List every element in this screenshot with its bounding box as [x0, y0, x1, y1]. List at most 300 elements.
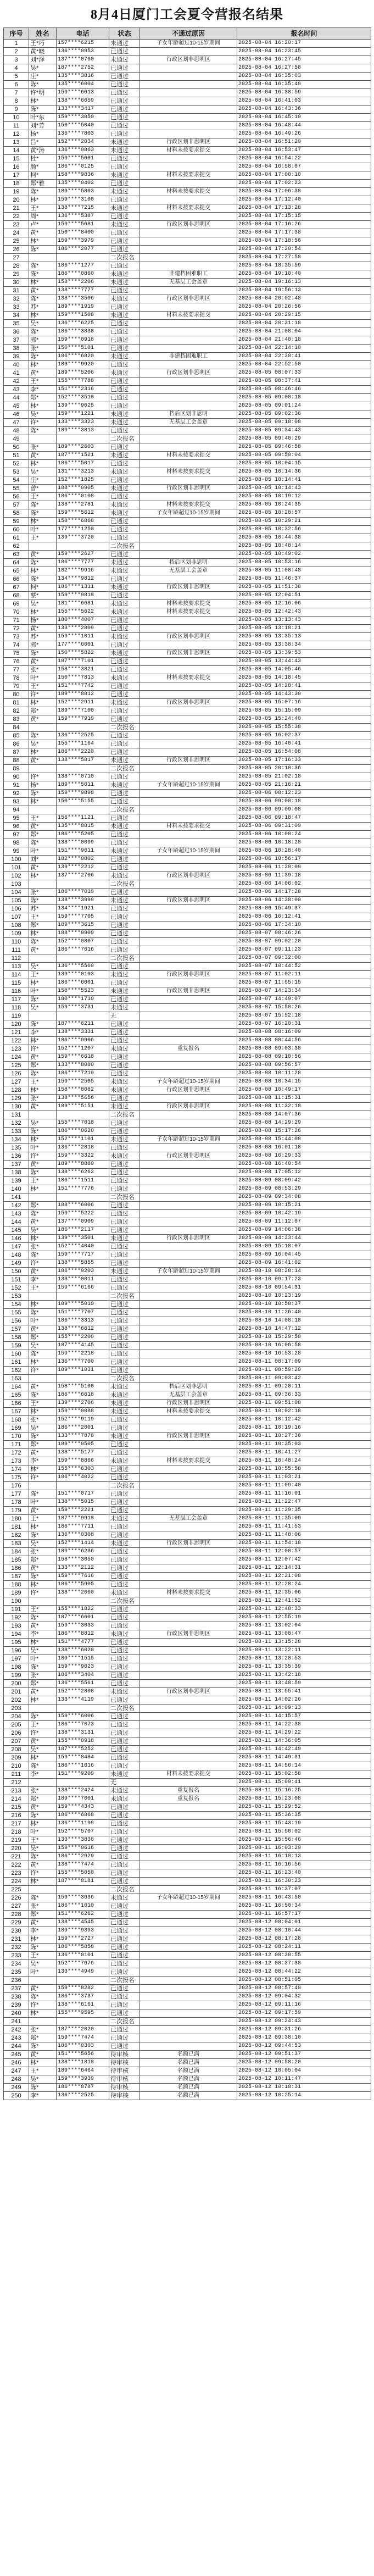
table-row [4, 2034, 371, 2042]
cell-status: 未通过 [109, 204, 140, 213]
cell-reason [140, 518, 237, 526]
cell-time: 2025-08-05 09:01:24 [237, 402, 371, 410]
cell-reason: 行政区划非思明区 [140, 485, 237, 493]
cell-name: 许* [29, 419, 57, 427]
cell-status: 已通过 [109, 2009, 140, 2018]
cell-time: 2025-08-05 08:07:33 [237, 369, 371, 377]
table-row [4, 328, 371, 336]
cell-phone: 182****9916 [57, 567, 109, 575]
table-row [4, 1985, 371, 1993]
cell-index: 44 [4, 394, 29, 402]
table-row [4, 1449, 371, 1457]
cell-status: 已通过 [109, 1993, 140, 2001]
cell-reason [140, 1062, 237, 1070]
cell-index: 36 [4, 328, 29, 336]
table-row [4, 122, 371, 130]
cell-phone: 187****2020 [57, 2026, 109, 2034]
cell-reason: 行政区划非思明区 [140, 1086, 237, 1095]
cell-time: 2025-08-05 16:02:37 [237, 732, 371, 740]
cell-time: 2025-08-09 14:06:38 [237, 1226, 371, 1235]
cell-index: 193 [4, 1622, 29, 1630]
table-row [4, 1770, 371, 1779]
cell-index: 47 [4, 419, 29, 427]
cell-name: 黄* [29, 658, 57, 666]
cell-status: 已通过 [109, 889, 140, 897]
cell-reason [140, 2026, 237, 2034]
cell-time: 2025-08-08 10:34:15 [237, 1078, 371, 1086]
cell-name: 许* [29, 1045, 57, 1053]
cell-reason [140, 1779, 237, 1787]
table-row [4, 1202, 371, 1210]
cell-name: 刘*泽 [29, 56, 57, 64]
cell-phone [57, 1375, 109, 1383]
cell-time: 2025-08-11 10:12:42 [237, 1416, 371, 1424]
cell-index: 198 [4, 1663, 29, 1672]
cell-reason: 材料未按要求提交 [140, 452, 237, 460]
cell-time: 2025-08-11 16:50:34 [237, 1902, 371, 1911]
cell-time: 2025-08-05 10:19:12 [237, 493, 371, 501]
cell-name: 陈* [29, 839, 57, 847]
cell-time: 2025-08-11 09:03:42 [237, 1375, 371, 1383]
cell-time: 2025-08-04 17:00:10 [237, 171, 371, 180]
cell-status: 二次报名 [109, 542, 140, 551]
cell-phone: 186****2001 [57, 1424, 109, 1433]
table-row [4, 872, 371, 880]
cell-index: 210 [4, 1762, 29, 1770]
cell-name: 张* [29, 1672, 57, 1680]
cell-time: 2025-08-12 09:11:16 [237, 2001, 371, 2009]
cell-phone: 187****1521 [57, 452, 109, 460]
cell-index: 222 [4, 1861, 29, 1869]
cell-name: 陈* [29, 1391, 57, 1400]
cell-time: 2025-08-05 14:28:41 [237, 682, 371, 691]
cell-status: 已通过 [109, 1309, 140, 1317]
cell-name [29, 1779, 57, 1787]
cell-index: 109 [4, 930, 29, 938]
cell-status: 已通过 [109, 73, 140, 81]
cell-time: 2025-08-11 10:48:24 [237, 1457, 371, 1465]
cell-time: 2025-08-11 09:20:11 [237, 1383, 371, 1391]
table-row [4, 584, 371, 592]
cell-index: 153 [4, 1292, 29, 1301]
cell-reason [140, 1705, 237, 1713]
cell-time: 2025-08-12 09:04:32 [237, 1993, 371, 2001]
cell-name: 刘* [29, 856, 57, 864]
cell-phone: 159****0918 [57, 336, 109, 345]
cell-time: 2025-08-05 15:15:09 [237, 707, 371, 715]
cell-status: 已通过 [109, 1416, 140, 1424]
cell-time: 2025-08-09 08:09:42 [237, 1177, 371, 1185]
table-row [4, 987, 371, 996]
cell-time: 2025-08-08 16:29:33 [237, 1152, 371, 1161]
cell-phone: 138****0099 [57, 839, 109, 847]
cell-name: 郑* [29, 1062, 57, 1070]
cell-time: 2025-08-11 16:10:13 [237, 1853, 371, 1861]
cell-time: 2025-08-05 10:48:14 [237, 542, 371, 551]
table-row [4, 823, 371, 831]
table-row [4, 106, 371, 114]
cell-time: 2025-08-11 12:28:24 [237, 1581, 371, 1589]
cell-status: 待审核 [109, 2092, 140, 2100]
table-row [4, 221, 371, 229]
cell-reason: 行政区划非思明区 [140, 138, 237, 147]
cell-time: 2025-08-05 14:43:30 [237, 691, 371, 699]
cell-status: 已通过 [109, 864, 140, 872]
cell-phone: 135****3816 [57, 73, 109, 81]
cell-reason [140, 1828, 237, 1836]
cell-index: 28 [4, 262, 29, 270]
cell-time: 2025-08-06 14:06:02 [237, 880, 371, 889]
cell-reason [140, 1836, 237, 1845]
cell-phone: 159****3050 [57, 114, 109, 122]
cell-time: 2025-08-11 14:56:14 [237, 1762, 371, 1770]
cell-reason [140, 839, 237, 847]
table-row [4, 806, 371, 814]
table-row [4, 946, 371, 954]
cell-status: 已通过 [109, 476, 140, 485]
cell-name: 张* [29, 889, 57, 897]
cell-name: 林* [29, 312, 57, 320]
cell-reason: 名额已满 [140, 2075, 237, 2084]
table-row [4, 81, 371, 89]
cell-time: 2025-08-05 16:40:41 [237, 740, 371, 748]
cell-reason [140, 1210, 237, 1218]
cell-time: 2025-08-04 20:02:48 [237, 295, 371, 303]
cell-phone: 158****6868 [57, 518, 109, 526]
cell-time: 2025-08-06 08:12:23 [237, 790, 371, 798]
cell-index: 203 [4, 1705, 29, 1713]
cell-name: 黄*晓 [29, 48, 57, 56]
cell-reason [140, 773, 237, 781]
table-row [4, 641, 371, 649]
cell-reason [140, 732, 237, 740]
cell-index: 102 [4, 872, 29, 880]
cell-index: 65 [4, 567, 29, 575]
table-row [4, 1721, 371, 1729]
cell-index: 176 [4, 1482, 29, 1490]
cell-index: 234 [4, 1960, 29, 1968]
cell-name: 林* [29, 1465, 57, 1474]
cell-reason [140, 625, 237, 633]
cell-reason: 行政区划非思明区 [140, 1630, 237, 1639]
cell-phone: 177****6001 [57, 641, 109, 649]
cell-phone: 152****0807 [57, 938, 109, 946]
cell-index: 175 [4, 1474, 29, 1482]
page-title: 8月4日厦门工会夏令营报名结果 [91, 8, 283, 22]
cell-reason [140, 1952, 237, 1960]
cell-name [29, 765, 57, 773]
cell-index: 147 [4, 1243, 29, 1251]
cell-name: 黄* [29, 1103, 57, 1111]
cell-index: 172 [4, 1449, 29, 1457]
cell-index: 99 [4, 847, 29, 856]
cell-phone: 158****8082 [57, 1086, 109, 1095]
cell-time: 2025-08-08 09:03:38 [237, 1045, 371, 1053]
cell-name: 林* [29, 748, 57, 757]
cell-name: 许* [29, 1474, 57, 1482]
cell-index: 29 [4, 270, 29, 279]
cell-reason [140, 229, 237, 237]
cell-status: 已通过 [109, 1919, 140, 1927]
cell-name: 黄* [29, 2051, 57, 2059]
cell-reason: 行政区划非思明区 [140, 633, 237, 641]
cell-reason [140, 1935, 237, 1944]
cell-phone: 189****8812 [57, 691, 109, 699]
cell-phone: 152****1207 [57, 1045, 109, 1053]
cell-time: 2025-08-11 13:28:53 [237, 1655, 371, 1663]
cell-index: 107 [4, 913, 29, 921]
cell-reason [140, 1177, 237, 1185]
cell-status: 已通过 [109, 2042, 140, 2051]
cell-index: 45 [4, 402, 29, 410]
cell-index: 246 [4, 2059, 29, 2067]
cell-time: 2025-08-08 15:44:08 [237, 1136, 371, 1144]
cell-index: 212 [4, 1779, 29, 1787]
cell-phone: 189****6236 [57, 1548, 109, 1556]
cell-phone: 159****7919 [57, 715, 109, 724]
cell-reason [140, 1482, 237, 1490]
cell-status: 未通过 [109, 1894, 140, 1902]
cell-reason [140, 1053, 237, 1062]
cell-reason [140, 1573, 237, 1581]
cell-phone: 186****8787 [57, 2084, 109, 2092]
cell-name: 张* [29, 1548, 57, 1556]
table-row [4, 1597, 371, 1606]
cell-phone: 186****9203 [57, 1268, 109, 1276]
cell-phone: 152****2808 [57, 1688, 109, 1696]
cell-name: 柯* [29, 171, 57, 180]
cell-status: 未通过 [109, 1004, 140, 1012]
cell-phone: 133****7878 [57, 1433, 109, 1441]
cell-index: 3 [4, 56, 29, 64]
cell-status: 已通过 [109, 97, 140, 106]
table-row [4, 1062, 371, 1070]
cell-name: 郑*雅 [29, 180, 57, 188]
cell-phone: 136****1199 [57, 1820, 109, 1828]
cell-index: 57 [4, 501, 29, 509]
cell-time: 2025-08-12 10:18:31 [237, 2084, 371, 2092]
cell-status: 二次报名 [109, 1977, 140, 1985]
cell-name: 陈* [29, 509, 57, 518]
cell-name: 林* [29, 798, 57, 806]
cell-index: 25 [4, 237, 29, 246]
cell-phone: 138****6262 [57, 1169, 109, 1177]
cell-phone [57, 1193, 109, 1202]
cell-phone: 159****7616 [57, 1573, 109, 1581]
cell-index: 219 [4, 1836, 29, 1845]
cell-index: 67 [4, 584, 29, 592]
cell-reason [140, 831, 237, 839]
cell-reason [140, 526, 237, 534]
cell-name: 林* [29, 567, 57, 575]
cell-time: 2025-08-05 10:49:02 [237, 551, 371, 559]
cell-phone: 183****9920 [57, 361, 109, 369]
cell-status: 未通过 [109, 567, 140, 575]
cell-index: 5 [4, 73, 29, 81]
cell-time: 2025-08-04 16:23:45 [237, 48, 371, 56]
cell-time: 2025-08-04 20:31:18 [237, 320, 371, 328]
table-row [4, 369, 371, 377]
cell-name: 黄* [29, 625, 57, 633]
cell-time: 2025-08-11 08:59:20 [237, 1367, 371, 1375]
cell-time: 2025-08-11 16:57:17 [237, 1911, 371, 1919]
cell-index: 178 [4, 1498, 29, 1507]
cell-name: 黄* [29, 1268, 57, 1276]
cell-phone: 189****3813 [57, 427, 109, 435]
cell-phone: 155****9595 [57, 2009, 109, 2018]
cell-time: 2025-08-12 09:58:20 [237, 2059, 371, 2067]
cell-status: 已通过 [109, 130, 140, 138]
cell-index: 165 [4, 1391, 29, 1400]
cell-index: 233 [4, 1952, 29, 1960]
cell-phone: 186****0860 [57, 270, 109, 279]
header-reason: 不通过原因 [140, 28, 237, 40]
header-row [4, 28, 371, 40]
cell-time: 2025-08-07 15:50:26 [237, 1004, 371, 1012]
cell-reason: 行政区划非思明区 [140, 897, 237, 905]
cell-status: 已通过 [109, 1861, 140, 1869]
cell-time: 2025-08-11 12:14:31 [237, 1564, 371, 1573]
cell-reason: 重复报名 [140, 1795, 237, 1803]
cell-name: 陈* [29, 427, 57, 435]
cell-reason [140, 1606, 237, 1614]
cell-index: 27 [4, 254, 29, 262]
cell-name: 王* [29, 1606, 57, 1614]
cell-reason: 材料未按要求提交 [140, 204, 237, 213]
cell-phone: 189****5206 [57, 369, 109, 377]
cell-name: 许* [29, 1152, 57, 1161]
cell-phone: 137****0760 [57, 56, 109, 64]
cell-reason [140, 1639, 237, 1647]
cell-status: 已通过 [109, 394, 140, 402]
table-row [4, 435, 371, 443]
table-row [4, 954, 371, 963]
cell-reason [140, 262, 237, 270]
table-row [4, 1647, 371, 1655]
cell-reason [140, 345, 237, 353]
cell-index: 204 [4, 1713, 29, 1721]
cell-reason [140, 1721, 237, 1729]
cell-index: 46 [4, 410, 29, 419]
cell-time: 2025-08-04 17:18:56 [237, 237, 371, 246]
table-row [4, 1103, 371, 1111]
table-row [4, 790, 371, 798]
cell-status: 已通过 [109, 386, 140, 394]
cell-reason [140, 938, 237, 946]
cell-time: 2025-08-06 11:39:18 [237, 872, 371, 880]
cell-reason [140, 930, 237, 938]
table-row [4, 1663, 371, 1672]
cell-index: 214 [4, 1795, 29, 1803]
cell-status: 已通过 [109, 839, 140, 847]
cell-status: 未通过 [109, 608, 140, 617]
cell-status: 已通过 [109, 1358, 140, 1367]
cell-time: 2025-08-12 09:38:10 [237, 2034, 371, 2042]
table-row [4, 1086, 371, 1095]
cell-phone: 186****2077 [57, 246, 109, 254]
table-row [4, 1498, 371, 1507]
cell-time: 2025-08-11 15:29:52 [237, 1803, 371, 1812]
cell-name: 黄* [29, 757, 57, 765]
cell-time: 2025-08-05 09:02:36 [237, 410, 371, 419]
table-row [4, 1705, 371, 1713]
cell-time: 2025-08-12 08:44:22 [237, 1968, 371, 1977]
cell-index: 155 [4, 1309, 29, 1317]
table-row [4, 1161, 371, 1169]
cell-time: 2025-08-06 15:49:37 [237, 905, 371, 913]
cell-phone [57, 1111, 109, 1119]
cell-status: 二次报名 [109, 1292, 140, 1301]
table-row [4, 188, 371, 196]
cell-status: 已通过 [109, 1853, 140, 1861]
cell-name: 陈* [29, 1573, 57, 1581]
cell-phone: 152****1414 [57, 1540, 109, 1548]
cell-time: 2025-08-10 14:47:12 [237, 1325, 371, 1334]
cell-status: 已通过 [109, 1737, 140, 1746]
cell-index: 62 [4, 542, 29, 551]
cell-phone: 139****2212 [57, 864, 109, 872]
cell-reason [140, 1441, 237, 1449]
cell-time: 2025-08-05 13:44:43 [237, 658, 371, 666]
cell-phone: 159****3636 [57, 1894, 109, 1902]
cell-time: 2025-08-06 16:12:41 [237, 913, 371, 921]
cell-phone: 188****0905 [57, 485, 109, 493]
table-row [4, 1515, 371, 1523]
cell-reason [140, 1762, 237, 1770]
cell-status: 已通过 [109, 1441, 140, 1449]
cell-name: 陈* [29, 270, 57, 279]
cell-status: 已通过 [109, 938, 140, 946]
cell-time: 2025-08-05 15:07:16 [237, 699, 371, 707]
cell-time: 2025-08-05 09:40:29 [237, 435, 371, 443]
cell-time: 2025-08-07 08:46:26 [237, 930, 371, 938]
cell-phone: 152****1825 [57, 476, 109, 485]
cell-reason [140, 1919, 237, 1927]
cell-index: 14 [4, 147, 29, 155]
cell-time: 2025-08-11 09:51:08 [237, 1400, 371, 1408]
cell-index: 146 [4, 1235, 29, 1243]
cell-reason [140, 1350, 237, 1358]
table-row [4, 1993, 371, 2001]
table-row [4, 889, 371, 897]
cell-name [29, 1111, 57, 1119]
cell-index: 20 [4, 196, 29, 204]
cell-index: 225 [4, 1886, 29, 1894]
cell-phone: 159****2221 [57, 1507, 109, 1515]
cell-phone: 133****2112 [57, 1564, 109, 1573]
cell-phone: 159****6618 [57, 1053, 109, 1062]
cell-time: 2025-08-12 09:44:53 [237, 2042, 371, 2051]
cell-phone: 136****6225 [57, 320, 109, 328]
cell-index: 110 [4, 938, 29, 946]
cell-reason [140, 1259, 237, 1268]
cell-time: 2025-08-11 14:36:05 [237, 1737, 371, 1746]
cell-reason [140, 658, 237, 666]
cell-phone: 138****5855 [57, 1259, 109, 1268]
cell-status: 已通过 [109, 1548, 140, 1556]
cell-phone: 159****3939 [57, 2075, 109, 2084]
cell-reason [140, 1581, 237, 1589]
cell-reason: 行政区划非思明区 [140, 971, 237, 979]
cell-status: 二次报名 [109, 1193, 140, 1202]
cell-time: 2025-08-09 10:15:21 [237, 1202, 371, 1210]
cell-index: 170 [4, 1433, 29, 1441]
cell-phone [57, 435, 109, 443]
cell-reason [140, 2009, 237, 2018]
cell-name: 林* [29, 1935, 57, 1944]
cell-phone: 186****7777 [57, 559, 109, 567]
cell-index: 114 [4, 971, 29, 979]
